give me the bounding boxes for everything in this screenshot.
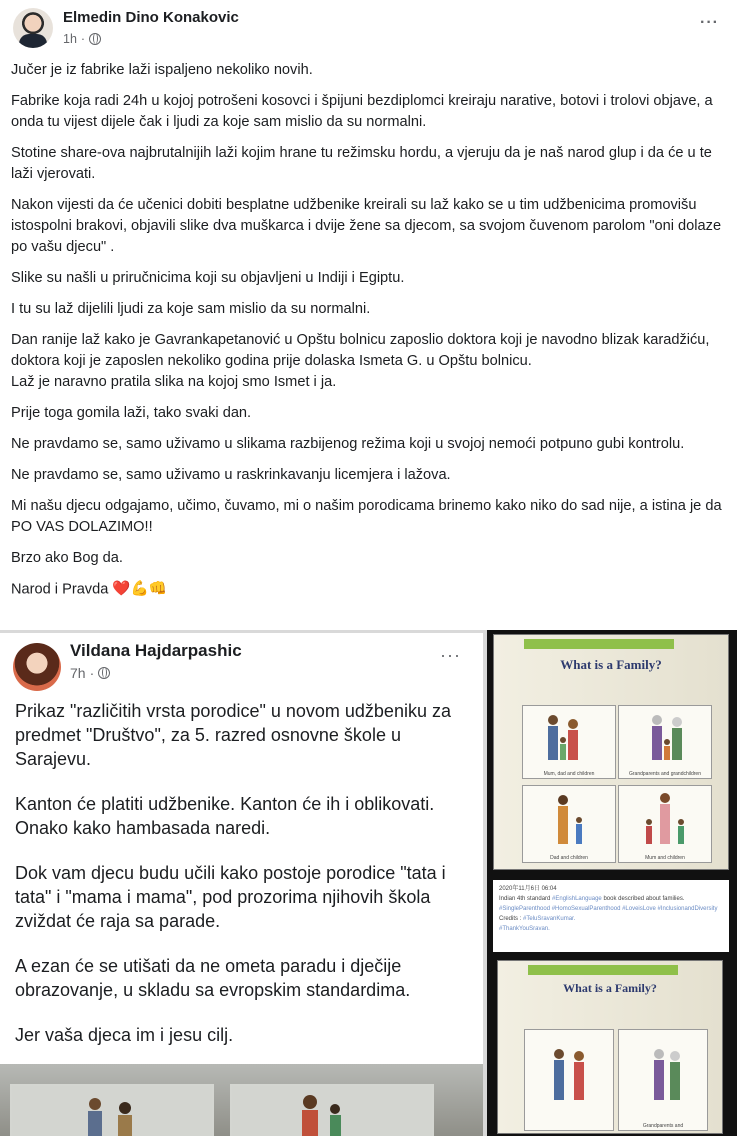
tweet-date: 2020年11月6日 06:04: [499, 886, 557, 892]
caption: Grandparents and grandchildren: [629, 771, 701, 777]
post-paragraph: Dan ranije laž kako je Gavrankapetanović u Opštu bolnicu zaposlio doktora koji je navodno blizak karadžiću, doktora koji je zaposlen nekoliko godina prije dolaska Ismeta G. u Opštu bolnicu.: [11, 332, 710, 369]
post-paragraph: Fabrike koja radi 24h u kojoj potrošeni kosovci i špijuni bezdiplomci kreiraju narative, botovi i trolovi objave, a onda tu vijest dijele čak i ljudi za koje sam mislio da su normalni.: [11, 93, 713, 130]
post-paragraph: Ne pravdamo se, samo uživamo u raskrinkavanju licemjera i lažova.: [11, 467, 451, 483]
post-paragraph: Slike su našli u priručnicima koji su objavljeni u Indiji i Egiptu.: [11, 270, 405, 286]
family-frame: [618, 1029, 708, 1131]
post-author-name[interactable]: Elmedin Dino Konakovic: [63, 9, 239, 26]
more-options-button[interactable]: ···: [700, 14, 719, 31]
post-time[interactable]: 1h: [63, 32, 77, 46]
book-title-bottom: What is a Family?: [563, 981, 657, 995]
tweet-text: book described about families.: [603, 896, 685, 902]
textbook-page-top: [493, 634, 729, 870]
family-frame: [618, 705, 712, 779]
family-figures-image: [0, 1064, 483, 1136]
family-frame: [618, 785, 712, 863]
post-paragraph: Laž je naravno pratila slika na kojoj smo Ismet i ja.: [11, 374, 337, 390]
family-frame: [522, 785, 616, 863]
globe-icon: [89, 33, 101, 45]
caption: Dad and children: [550, 855, 588, 861]
tweet-credits: [499, 914, 723, 924]
tweet-credits-label: Credits :: [499, 916, 522, 922]
tweet-thanks: #ThankYouSravan.: [499, 926, 550, 932]
caption: Grandparents and: [642, 1123, 684, 1129]
caption: Mum and children: [645, 855, 685, 861]
tweet-text: Indian 4th standard: [499, 896, 551, 902]
shared-author-avatar: [13, 643, 61, 691]
shared-paragraph: Jer vaša djeca im i jesu cilj.: [15, 1025, 234, 1045]
signoff-text: Narod i Pravda: [11, 581, 109, 598]
family-illustration-5: [525, 1030, 613, 1116]
textbook-images: [487, 630, 737, 1136]
post-paragraph: Prije toga gomila laži, tako svaki dan.: [11, 405, 252, 421]
post-paragraph: I tu su laž dijelili ljudi za koje sam mislio da su normalni.: [11, 301, 371, 317]
post-paragraph: Ne pravdamo se, samo uživamo u slikama razbijenog režima koji u svojoj nemoći potpuno gubi kontrolu.: [11, 436, 685, 452]
shared-post-time: 7h: [70, 665, 86, 681]
post-signoff: [11, 579, 723, 600]
post-paragraph: Mi našu djecu odgajamo, učimo, čuvamo, mi o našim porodicama brinemo kako niko do sad nije, a istina je da PO VAS DOLAZIMO!!: [11, 498, 722, 535]
shared-author-name: Vildana Hajdarpashic: [70, 641, 242, 660]
tweet-hashtag: #EnglishLanguage: [552, 896, 602, 902]
family-frame: [524, 1029, 614, 1131]
tweet-credits-tag: #TeluSravanKumar.: [523, 916, 576, 922]
caption: Mum, dad and children: [543, 771, 595, 777]
tweet-screenshot: [493, 880, 729, 952]
book-header-bar: [524, 639, 674, 649]
meta-separator: ·: [80, 32, 86, 46]
shared-paragraph: A ezan će se utišati da ne ometa paradu i dječije obrazovanje, u skladu sa evropskim standardima.: [15, 956, 411, 1000]
shared-meta-separator: ·: [89, 665, 95, 681]
post-paragraph: Nakon vijesti da će učenici dobiti besplatne udžbenike kreirali su laž kako se u tim udžbenicima promovišu istospolni brakovi, objavili slike dva muškarca i dvije žene sa djecom, sa svojom čuvenom parolom "oni dolaze po vašu djecu" .: [11, 197, 722, 255]
post-paragraph: Jučer je iz fabrike laži ispaljeno nekoliko novih.: [11, 62, 313, 78]
post-body: [11, 60, 723, 610]
shared-more-icon: ···: [440, 645, 461, 665]
post-paragraph: Stotine share-ova najbrutalnijih laži kojim hrane tu režimsku hordu, a vjeruju da je naš narod glup i da će u te laži vjerovati.: [11, 145, 712, 182]
shared-post-screenshot[interactable]: [0, 633, 483, 1136]
shared-paragraph: Dok vam djecu budu učili kako postoje porodice "tata i tata" i "mama i mama", pod prozorima njihovih škola zviždat će raja sa parade.: [15, 863, 446, 931]
tweet-hashtags: #SingleParenthood #HomoSexualParenthood #LoveisLove #InclusionandDiversity: [499, 906, 718, 912]
post-meta: [63, 32, 101, 46]
attached-images[interactable]: [0, 630, 737, 1136]
family-illustration-1: [523, 706, 615, 766]
book-title-top: What is a Family?: [560, 657, 662, 672]
family-illustration-4: [619, 786, 711, 850]
heart-muscle-fist-emoji-icon: ❤️💪👊: [112, 581, 167, 597]
globe-icon: [98, 667, 110, 679]
author-avatar[interactable]: [13, 8, 53, 48]
post-paragraph: Brzo ako Bog da.: [11, 550, 123, 566]
family-illustration-6: [619, 1030, 707, 1116]
shared-paragraph: Kanton će platiti udžbenike. Kanton će ih i oblikovati. Onako kako hambasada naredi.: [15, 794, 435, 838]
family-illustration-3: [523, 786, 615, 850]
textbook-page-bottom: [497, 960, 723, 1134]
tweet-line-1: [499, 894, 723, 904]
textbook-photo-crop: [0, 1064, 483, 1136]
shared-post-meta: [70, 665, 110, 681]
book-header-bar: [528, 965, 678, 975]
family-illustration-2: [619, 706, 711, 766]
family-frame: [522, 705, 616, 779]
shared-paragraph: Prikaz "različitih vrsta porodice" u novom udžbeniku za predmet "Društvo", za 5. razred osnovne škole u Sarajevu.: [15, 701, 451, 769]
shared-post-body: [15, 699, 465, 1068]
